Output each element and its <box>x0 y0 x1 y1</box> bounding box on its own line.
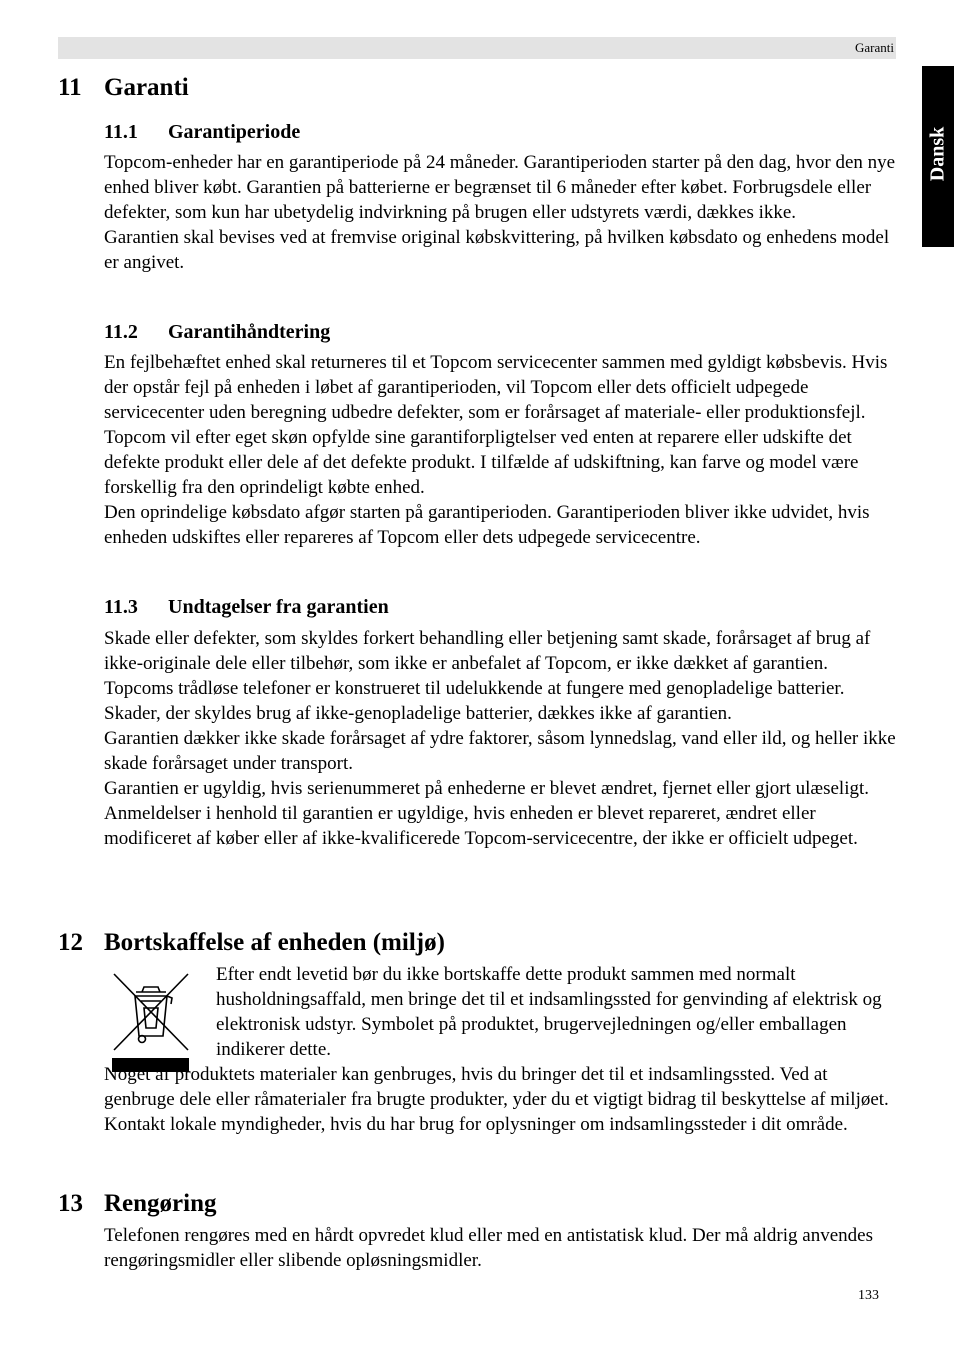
running-header <box>58 37 896 59</box>
section-title: Garanti <box>104 74 189 101</box>
subsection-heading-11-3 <box>104 595 389 619</box>
language-tab-label: Dansk <box>926 126 949 182</box>
paragraph: Topcom vil efter eget skøn opfylde sine garantiforpligtelser ved enten at reparere eller udskifte det defekte produkt eller dele af det defekte produkt. I tilfælde af udskiftning, kan farve og model være forskellig fra den oprindeligt købte enhed. <box>104 427 859 498</box>
paragraph: Topcom-enheder har en garantiperiode på 24 måneder. Garantiperioden starter på den dag, hvor den nye enhed bliver købt. Garantien på batterierne er begrænset til 6 måneder efter købet. Forbrugsdele eller defekter, som kun har ubetydelig indvirkning på brugen eller udstyrets værdi, dækkes ikke. <box>104 152 896 223</box>
paragraph: Kontakt lokale myndigheder, hvis du har brug for oplysninger om indsamlingssteder i dit område. <box>104 1114 848 1135</box>
subsection-number: 11.3 <box>104 596 138 618</box>
section-title: Rengøring <box>104 1190 217 1217</box>
running-header-title: Garanti <box>855 40 894 55</box>
body-text-11-3 <box>104 626 897 851</box>
page-number: 133 <box>858 1288 879 1303</box>
paragraph: En fejlbehæftet enhed skal returneres til et Topcom servicecenter sammen med gyldigt købsbevis. Hvis der opstår fejl på enheden i løbet af garantiperioden, vil Topcom eller dets officielt udpegede servicecenter uden beregning udbedre defekter, som er forårsaget af materiale- eller produktionsfejl. <box>104 352 888 423</box>
subsection-heading-11-1 <box>104 120 300 144</box>
subsection-heading-11-2 <box>104 320 330 344</box>
paragraph: Anmeldelser i henhold til garantien er ugyldige, hvis enheden er blevet repareret, ændret eller modificeret af køber eller af ikke-kvalificerede Topcom-servicecentre, der ikke er officielt udpeget. <box>104 803 858 849</box>
subsection-title: Garantihåndtering <box>168 321 331 343</box>
section-number: 12 <box>58 929 83 956</box>
section-number: 13 <box>58 1190 83 1217</box>
paragraph: Garantien er ugyldig, hvis serienummeret på enhederne er blevet ændret, fjernet eller gjort ulæseligt. <box>104 778 870 799</box>
language-tab <box>922 66 954 247</box>
body-text-12 <box>104 962 897 1137</box>
section-number: 11 <box>58 74 82 101</box>
paragraph: Topcoms trådløse telefoner er konstrueret til udelukkende at fungere med genopladelige batterier. Skader, der skyldes brug af ikke-genopladelige batterier, dækkes ikke af garantien. <box>104 678 845 724</box>
subsection-number: 11.2 <box>104 321 138 343</box>
section-heading-12 <box>58 928 445 958</box>
subsection-title: Undtagelser fra garantien <box>168 596 389 618</box>
paragraph: Efter endt levetid bør du ikke bortskaffe dette produkt sammen med normalt husholdningsaffald, men bringe det til et indsamlingssted for genvinding af elektrisk og elektronisk udstyr. Symbolet på produktet, brugervejledningen og/eller emballagen indikerer dette. <box>216 964 882 1060</box>
paragraph: Skade eller defekter, som skyldes forkert behandling eller betjening samt skade, forårsaget af brug af ikke-originale dele eller tilbehør, som ikke er anbefalet af Topcom, er ikke dækket af garantien. <box>104 628 871 674</box>
paragraph: Garantien skal bevises ved at fremvise original købskvittering, på hvilken købsdato og enhedens model er angivet. <box>104 227 890 273</box>
paragraph: Garantien dækker ikke skade forårsaget af ydre faktorer, såsom lynnedslag, vand eller ild, og heller ikke skade forårsaget under transport. <box>104 728 896 774</box>
section-heading-13 <box>58 1189 217 1219</box>
subsection-title: Garantiperiode <box>168 121 301 143</box>
paragraph: Noget af produktets materialer kan genbruges, hvis du bringer det til et indsamlingssted. Ved at genbruge dele eller råmaterialer fra brugte produkter, yder du et vigtigt bidrag til beskyttelse af miljøet. <box>104 1064 889 1110</box>
body-text-11-2 <box>104 350 897 550</box>
section-title: Bortskaffelse af enheden (miljø) <box>104 929 445 956</box>
paragraph: Den oprindelige købsdato afgør starten på garantiperioden. Garantiperioden bliver ikke udvidet, hvis enheden udskiftes eller repareres af Topcom eller dets udpegede servicecentre. <box>104 502 870 548</box>
subsection-number: 11.1 <box>104 121 138 143</box>
body-text-11-1 <box>104 150 897 275</box>
section-heading-11 <box>58 73 189 103</box>
icon-spacer <box>104 962 216 1062</box>
body-text-13 <box>104 1223 897 1273</box>
paragraph: Telefonen rengøres med en hårdt opvredet klud eller med en antistatisk klud. Der må aldrig anvendes rengøringsmidler eller slibende opløsningsmidler. <box>104 1225 873 1271</box>
